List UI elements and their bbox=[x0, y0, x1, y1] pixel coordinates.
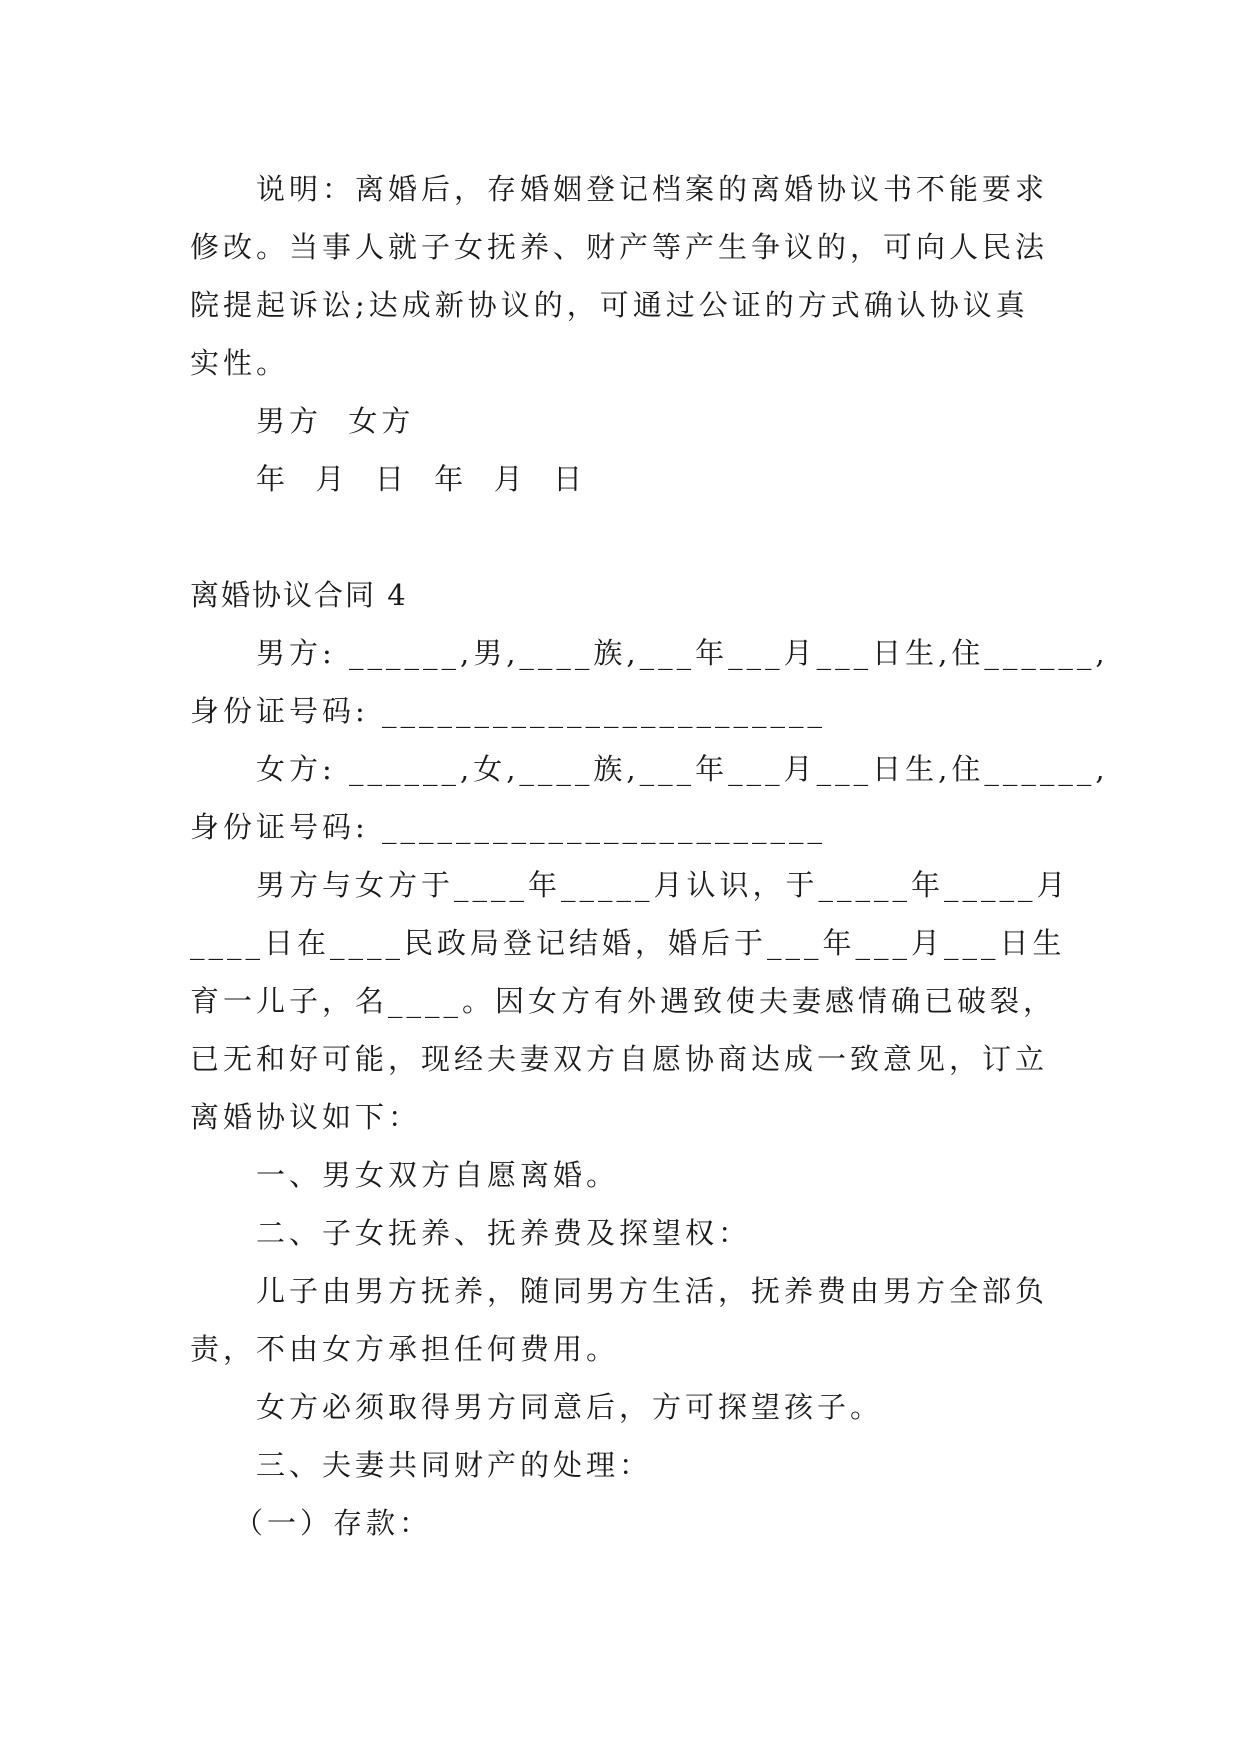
paragraph-line: 说明：离婚后，存婚姻登记档案的离婚协议书不能要求 bbox=[256, 172, 1049, 206]
paragraph-line: 男方: ______,男,____族,___年___月___日生,住______, bbox=[256, 636, 1109, 670]
clause-heading: 一、男女双方自愿离婚。 bbox=[256, 1158, 620, 1192]
clause-heading: 三、夫妻共同财产的处理： bbox=[256, 1448, 653, 1482]
section-gap bbox=[190, 508, 1060, 566]
paragraph-line: 实性。 bbox=[190, 346, 290, 380]
paragraph-line: 女方必须取得男方同意后，方可探望孩子。 bbox=[256, 1390, 884, 1424]
paragraph-line: 女方: ______,女,____族,___年___月___日生,住______, bbox=[256, 752, 1109, 786]
document-page bbox=[190, 160, 1109, 1552]
paragraph-line: 男方与女方于____年_____月认识，于_____年_____月 bbox=[256, 868, 1070, 902]
clause-heading: 二、子女抚养、抚养费及探望权： bbox=[256, 1216, 752, 1250]
paragraph-line: 身份证号码: ________________________ bbox=[190, 810, 826, 844]
sub-clause-heading: （一）存款： bbox=[234, 1506, 433, 1540]
paragraph-line: 修改。当事人就子女抚养、财产等产生争议的，可向人民法 bbox=[190, 230, 1049, 264]
paragraph-line: 儿子由男方抚养，随同男方生活，抚养费由男方全部负 bbox=[256, 1274, 1049, 1308]
paragraph-line: ____日在____民政局登记结婚，婚后于___年___月___日生 bbox=[190, 926, 1066, 960]
paragraph-line: 离婚协议如下： bbox=[190, 1100, 422, 1134]
signature-parties: 男方 女方 bbox=[256, 404, 415, 438]
paragraph-line: 责，不由女方承担任何费用。 bbox=[190, 1332, 620, 1366]
section-title: 离婚协议合同 4 bbox=[190, 578, 408, 612]
paragraph-line: 已无和好可能，现经夫妻双方自愿协商达成一致意见，订立 bbox=[190, 1042, 1049, 1076]
paragraph-line: 育一儿子，名____。因女方有外遇致使夫妻感情确已破裂， bbox=[190, 984, 1057, 1018]
paragraph-line: 院提起诉讼;达成新协议的，可通过公证的方式确认协议真 bbox=[190, 288, 1029, 322]
signature-dates: 年 月 日 年 月 日 bbox=[256, 462, 587, 496]
paragraph-line: 身份证号码: ________________________ bbox=[190, 694, 826, 728]
